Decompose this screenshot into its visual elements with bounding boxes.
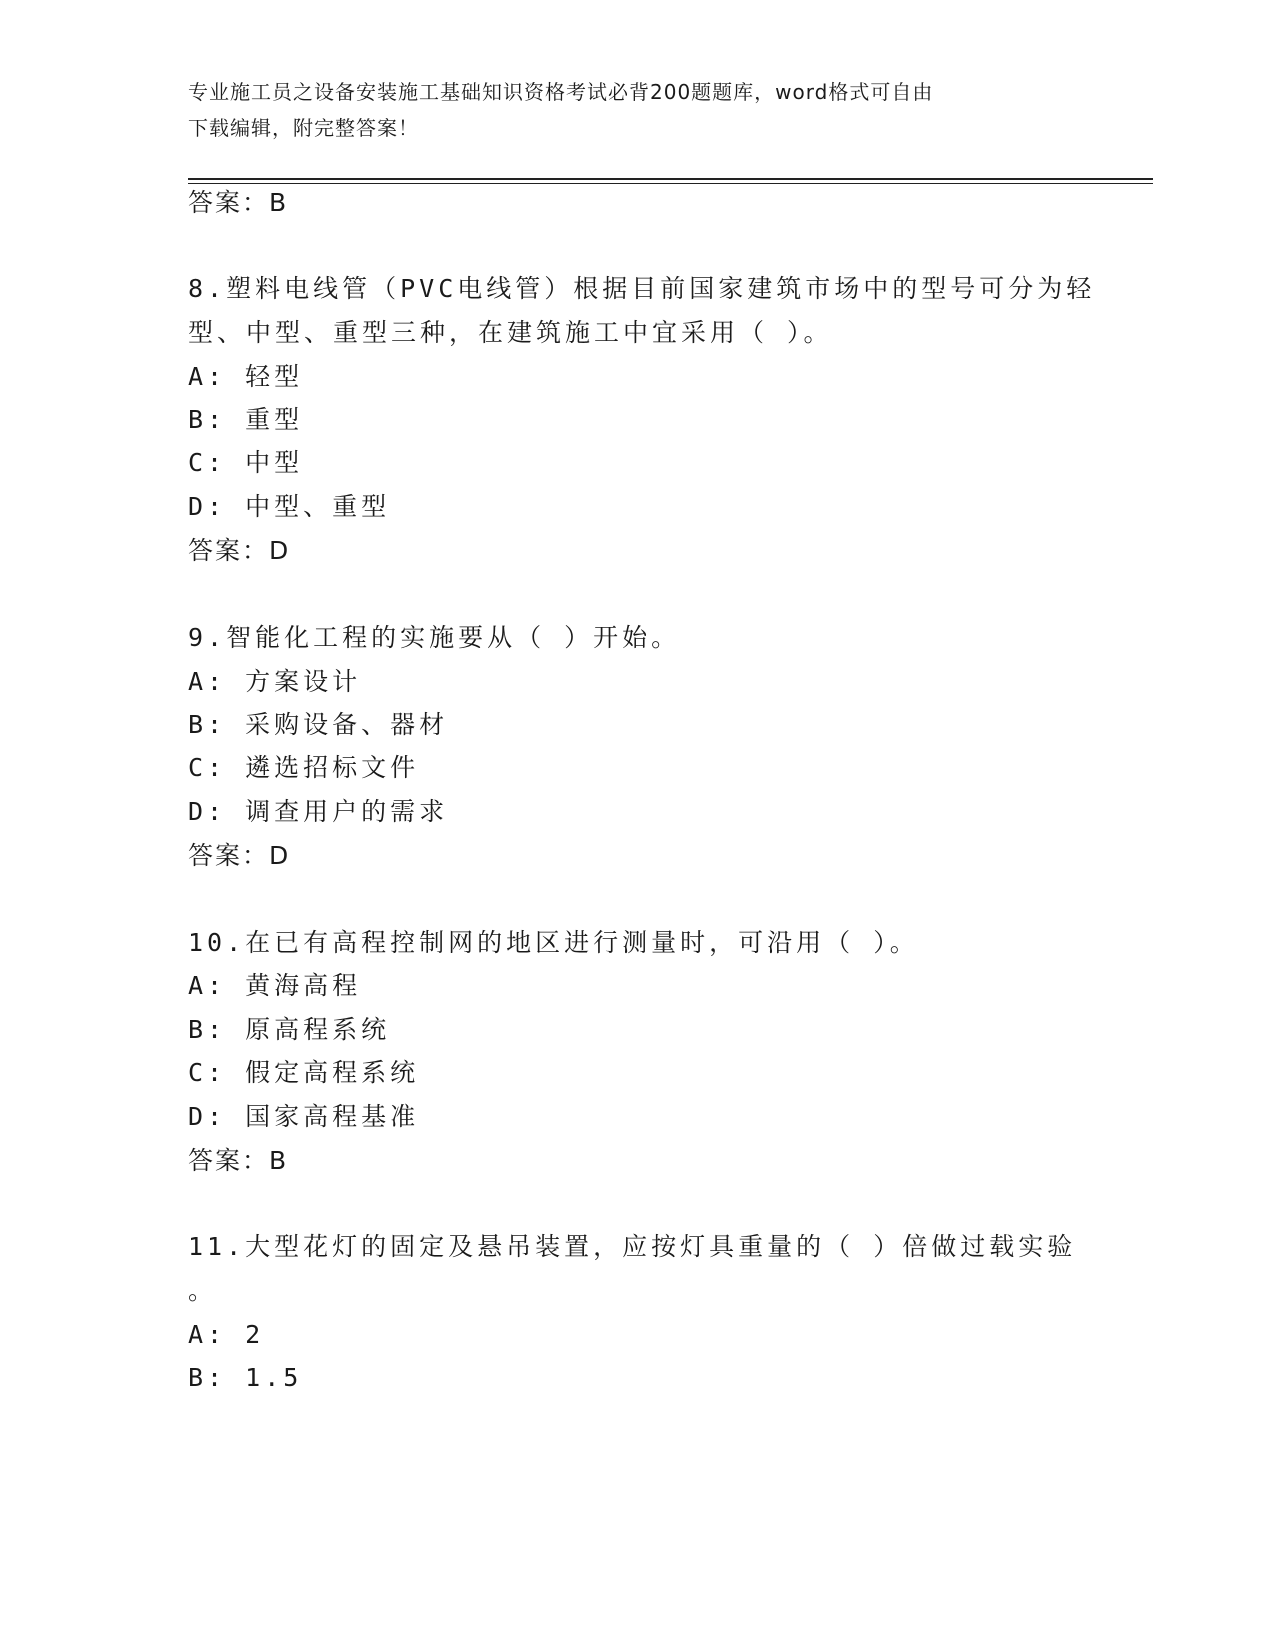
question-9-option-d: D: 调查用户的需求 <box>188 797 449 826</box>
question-10-option-d: D: 国家高程基准 <box>188 1102 420 1131</box>
question-11-stem-continued: 。 <box>188 1276 218 1305</box>
question-8-option-a: A: 轻型 <box>188 362 304 391</box>
question-10-option-b: B: 原高程系统 <box>188 1015 391 1044</box>
question-10-answer: 答案：B <box>188 1146 289 1175</box>
header-title-line-2: 下载编辑，附完整答案！ <box>188 116 419 140</box>
question-11-option-b: B: 1.5 <box>188 1363 303 1392</box>
question-9-stem: 9.智能化工程的实施要从（ ）开始。 <box>188 623 681 652</box>
question-8-stem-continued: 型、中型、重型三种，在建筑施工中宜采用（ ）。 <box>188 318 833 347</box>
question-11-stem: 11.大型花灯的固定及悬吊装置，应按灯具重量的（ ）倍做过载实验 <box>188 1232 1077 1261</box>
header-divider <box>188 178 1153 184</box>
question-8-option-c: C: 中型 <box>188 448 304 477</box>
question-11-option-a: A: 2 <box>188 1320 265 1349</box>
question-8-answer: 答案：D <box>188 536 291 565</box>
question-9-option-c: C: 遴选招标文件 <box>188 753 420 782</box>
answer-line: 答案：B <box>188 188 289 217</box>
question-8-option-b: B: 重型 <box>188 405 304 434</box>
question-9-option-b: B: 采购设备、器材 <box>188 710 449 739</box>
question-10-stem: 10.在已有高程控制网的地区进行测量时，可沿用（ ）。 <box>188 928 919 957</box>
question-8-stem: 8.塑料电线管（PVC电线管）根据目前国家建筑市场中的型号可分为轻 <box>188 274 1096 303</box>
question-10-option-a: A: 黄海高程 <box>188 971 362 1000</box>
header-title-line-1: 专业施工员之设备安装施工基础知识资格考试必背200题题库，word格式可自由 <box>188 80 934 104</box>
question-8-option-d: D: 中型、重型 <box>188 492 391 521</box>
page-header <box>188 74 1068 146</box>
question-10-option-c: C: 假定高程系统 <box>188 1058 420 1087</box>
question-9-option-a: A: 方案设计 <box>188 667 362 696</box>
question-9-answer: 答案：D <box>188 841 291 870</box>
